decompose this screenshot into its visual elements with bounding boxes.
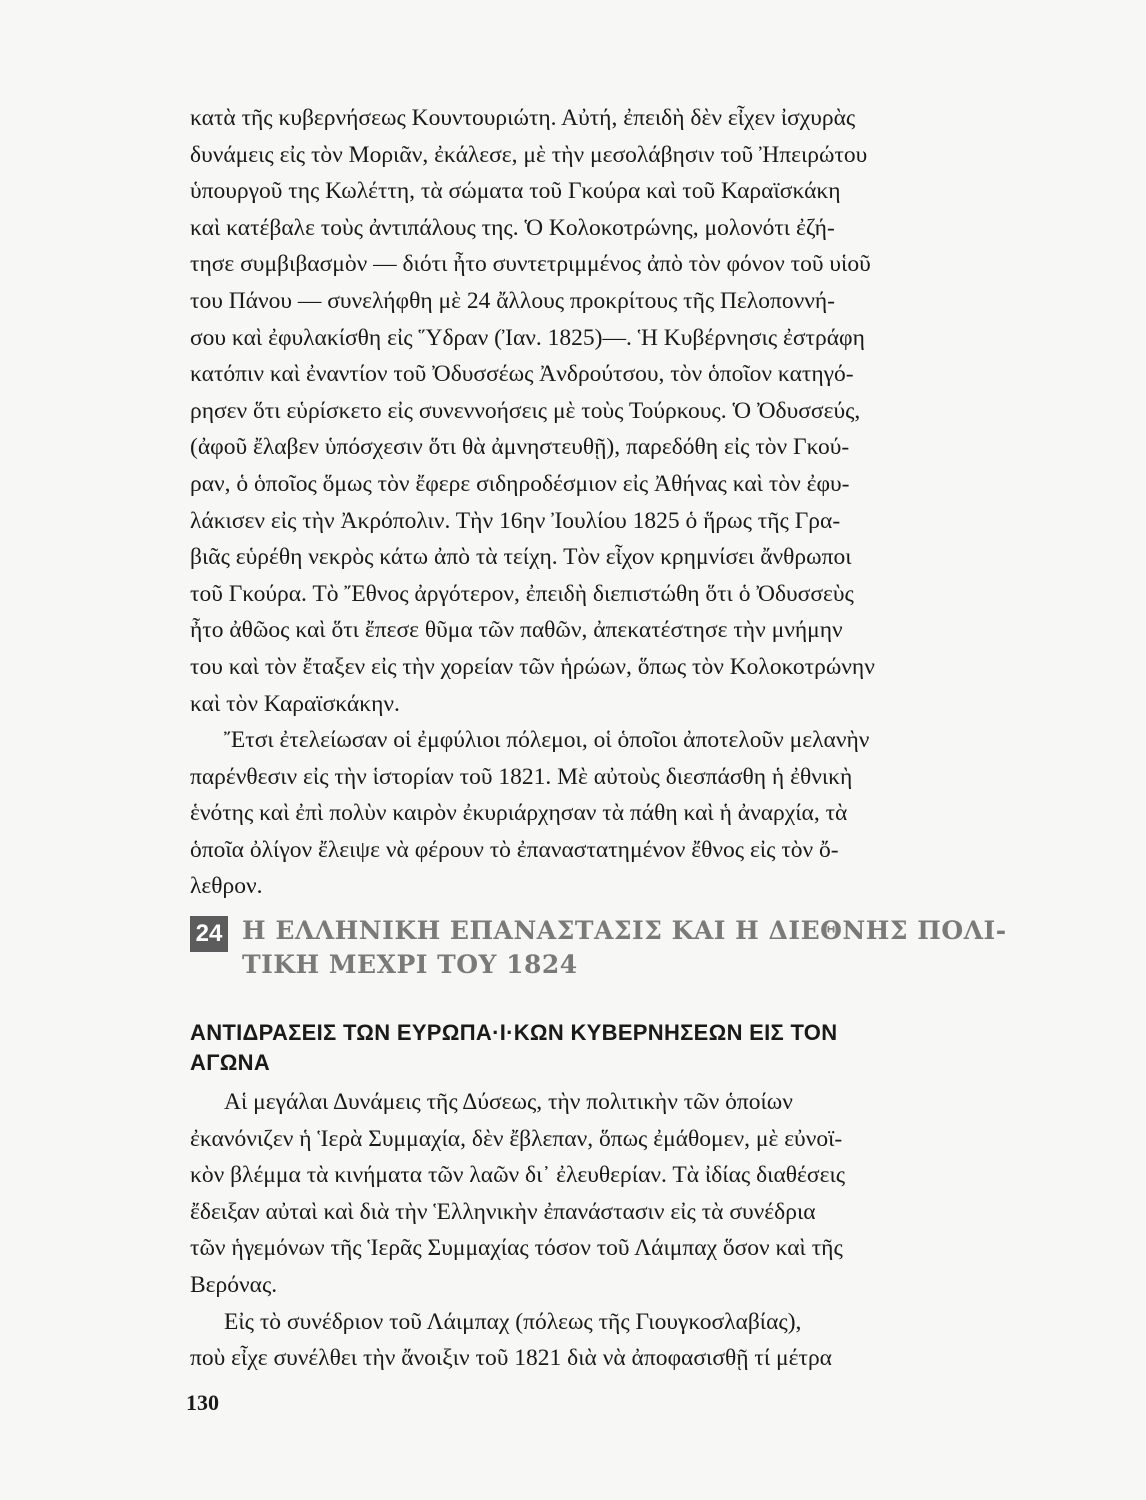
chapter-heading (190, 914, 1050, 982)
text-line: ρησεν ὅτι εὑρίσκετο εἰς συνεννοήσεις μὲ τοὺς Τούρκους. Ὁ Ὀδυσσεύς, (190, 397, 861, 424)
section-heading-line: ΑΓΩΝΑ (190, 1050, 271, 1075)
text-line: δυνάμεις εἰς τὸν Μοριᾶν, ἐκάλεσε, μὲ τὴν μεσολάβησιν τοῦ Ἠπειρώτου (190, 141, 868, 168)
text-line: παρένθεσιν εἰς τὴν ἱστορίαν τοῦ 1821. Μὲ αὐτοὺς διεσπάσθη ἡ ἐθνικὴ (190, 763, 853, 790)
text-line: ὁποῖα ὀλίγον ἔλειψε νὰ φέρουν τὸ ἐπαναστατημένον ἔθνος εἰς τὸν ὄ- (190, 836, 839, 863)
text-line: ἦτο ἀθῶος καὶ ὅτι ἔπεσε θῦμα τῶν παθῶν, ἀπεκατέστησε τὴν μνήμην (190, 617, 843, 644)
text-line: κατόπιν καὶ ἐναντίον τοῦ Ὀδυσσέως Ἀνδρούτσου, τὸν ὁποῖον κατηγό- (190, 361, 854, 388)
text-line: (ἀφοῦ ἔλαβεν ὑπόσχεσιν ὅτι θὰ ἀμνηστευθῇ), παρεδόθη εἰς τὸν Γκού- (190, 434, 850, 461)
text-line: του Πάνου — συνελήφθη μὲ 24 ἄλλους προκρίτους τῆς Πελοποννή- (190, 287, 836, 314)
text-line: τῶν ἡγεμόνων τῆς Ἱερᾶς Συμμαχίας τόσον τοῦ Λάιμπαχ ὅσον καὶ τῆς (190, 1235, 843, 1262)
text-line: ἐκανόνιζεν ἡ Ἱερὰ Συμμαχία, δὲν ἔβλεπαν, ὅπως ἐμάθομεν, μὲ εὐνοϊ- (190, 1125, 843, 1152)
text-line: κὸν βλέμμα τὰ κινήματα τῶν λαῶν δι᾿ ἐλευθερίαν. Τὰ ἰδίας διαθέσεις (190, 1162, 846, 1189)
text-line: ποὺ εἶχε συνέλθει τὴν ἄνοιξιν τοῦ 1821 διὰ νὰ ἀποφασισθῇ τί μέτρα (190, 1345, 832, 1372)
text-line: σου καὶ ἐφυλακίσθη εἰς Ὕδραν (Ἰαν. 1825)—. Ἡ Κυβέρνησις ἐστράφη (190, 324, 865, 351)
text-line: Ἔτσι ἐτελείωσαν οἱ ἐμφύλιοι πόλεμοι, οἱ ὁποῖοι ἀποτελοῦν μελανὴν (224, 727, 870, 754)
text-line: βιᾶς εὑρέθη νεκρὸς κάτω ἀπὸ τὰ τείχη. Τὸν εἶχον κρημνίσει ἄνθρωποι (190, 544, 852, 571)
chapter-title-line: Η ΕΛΛΗΝΙΚΗ ΕΠΑΝΑΣΤΑΣΙΣ ΚΑΙ Η ΔΙΕΘΝΗΣ ΠΟΛΙ- (242, 916, 1007, 945)
text-line: καὶ τὸν Καραϊσκάκην. (190, 690, 400, 717)
text-line: Βερόνας. (190, 1271, 278, 1298)
section-heading (190, 1018, 1042, 1078)
text-line: ἑνότης καὶ ἐπὶ πολὺν καιρὸν ἐκυριάρχησαν τὰ πάθη καὶ ἡ ἀναρχία, τὰ (190, 800, 848, 827)
text-line: τησε συμβιβασμὸν — διότι ἦτο συντετριμμένος ἀπὸ τὸν φόνον τοῦ υἱοῦ (190, 251, 871, 278)
chapter-number-badge: 24 (190, 916, 228, 952)
text-line: ἔδειξαν αὐταὶ καὶ διὰ τὴν Ἑλληνικὴν ἐπανάστασιν εἰς τὰ συνέδρια (190, 1198, 816, 1225)
body-text-top (190, 100, 1042, 905)
text-line: ὑπουργοῦ της Κωλέττη, τὰ σώματα τοῦ Γκούρα καὶ τοῦ Καραϊσκάκη (190, 178, 841, 205)
page-number: 130 (186, 1390, 219, 1415)
body-text-bottom (190, 1084, 1042, 1377)
text-line: λεθρον. (190, 873, 263, 900)
text-line: τοῦ Γκούρα. Τὸ Ἔθνος ἀργότερον, ἐπειδὴ διεπιστώθη ὅτι ὁ Ὀδυσσεὺς (190, 580, 854, 607)
text-line: του καὶ τὸν ἔταξεν εἰς τὴν χορείαν τῶν ἡρώων, ὅπως τὸν Κολοκοτρώνην (190, 653, 875, 680)
text-line: Αἱ μεγάλαι Δυνάμεις τῆς Δύσεως, τὴν πολιτικὴν τῶν ὁποίων (224, 1089, 793, 1115)
text-line: κατὰ τῆς κυβερνήσεως Κουντουριώτη. Αὐτή, ἐπειδὴ δὲν εἶχεν ἰσχυρὰς (190, 105, 856, 131)
text-line: Εἰς τὸ συνέδριον τοῦ Λάιμπαχ (πόλεως τῆς Γιουγκοσλαβίας), (224, 1308, 802, 1335)
text-line: λάκισεν εἰς τὴν Ἀκρόπολιν. Τὴν 16ην Ἰουλίου 1825 ὁ ἥρως τῆς Γρα- (190, 507, 841, 534)
section-heading-line: ΑΝΤΙΔΡΑΣΕΙΣ ΤΩΝ ΕΥΡΩΠΑ·Ι·ΚΩΝ ΚΥΒΕΡΝΗΣΕΩΝ ΕΙΣ ΤΟΝ (190, 1020, 838, 1045)
chapter-title-line: ΤΙΚΗ ΜΕΧΡΙ ΤΟΥ 1824 (242, 950, 578, 979)
text-line: καὶ κατέβαλε τοὺς ἀντιπάλους της. Ὁ Κολοκοτρώνης, μολονότι ἐζή- (190, 214, 835, 241)
text-line: ραν, ὁ ὁποῖος ὅμως τὸν ἔφερε σιδηροδέσμιον εἰς Ἀθήνας καὶ τὸν ἐφυ- (190, 470, 850, 497)
chapter-title (242, 914, 1007, 982)
